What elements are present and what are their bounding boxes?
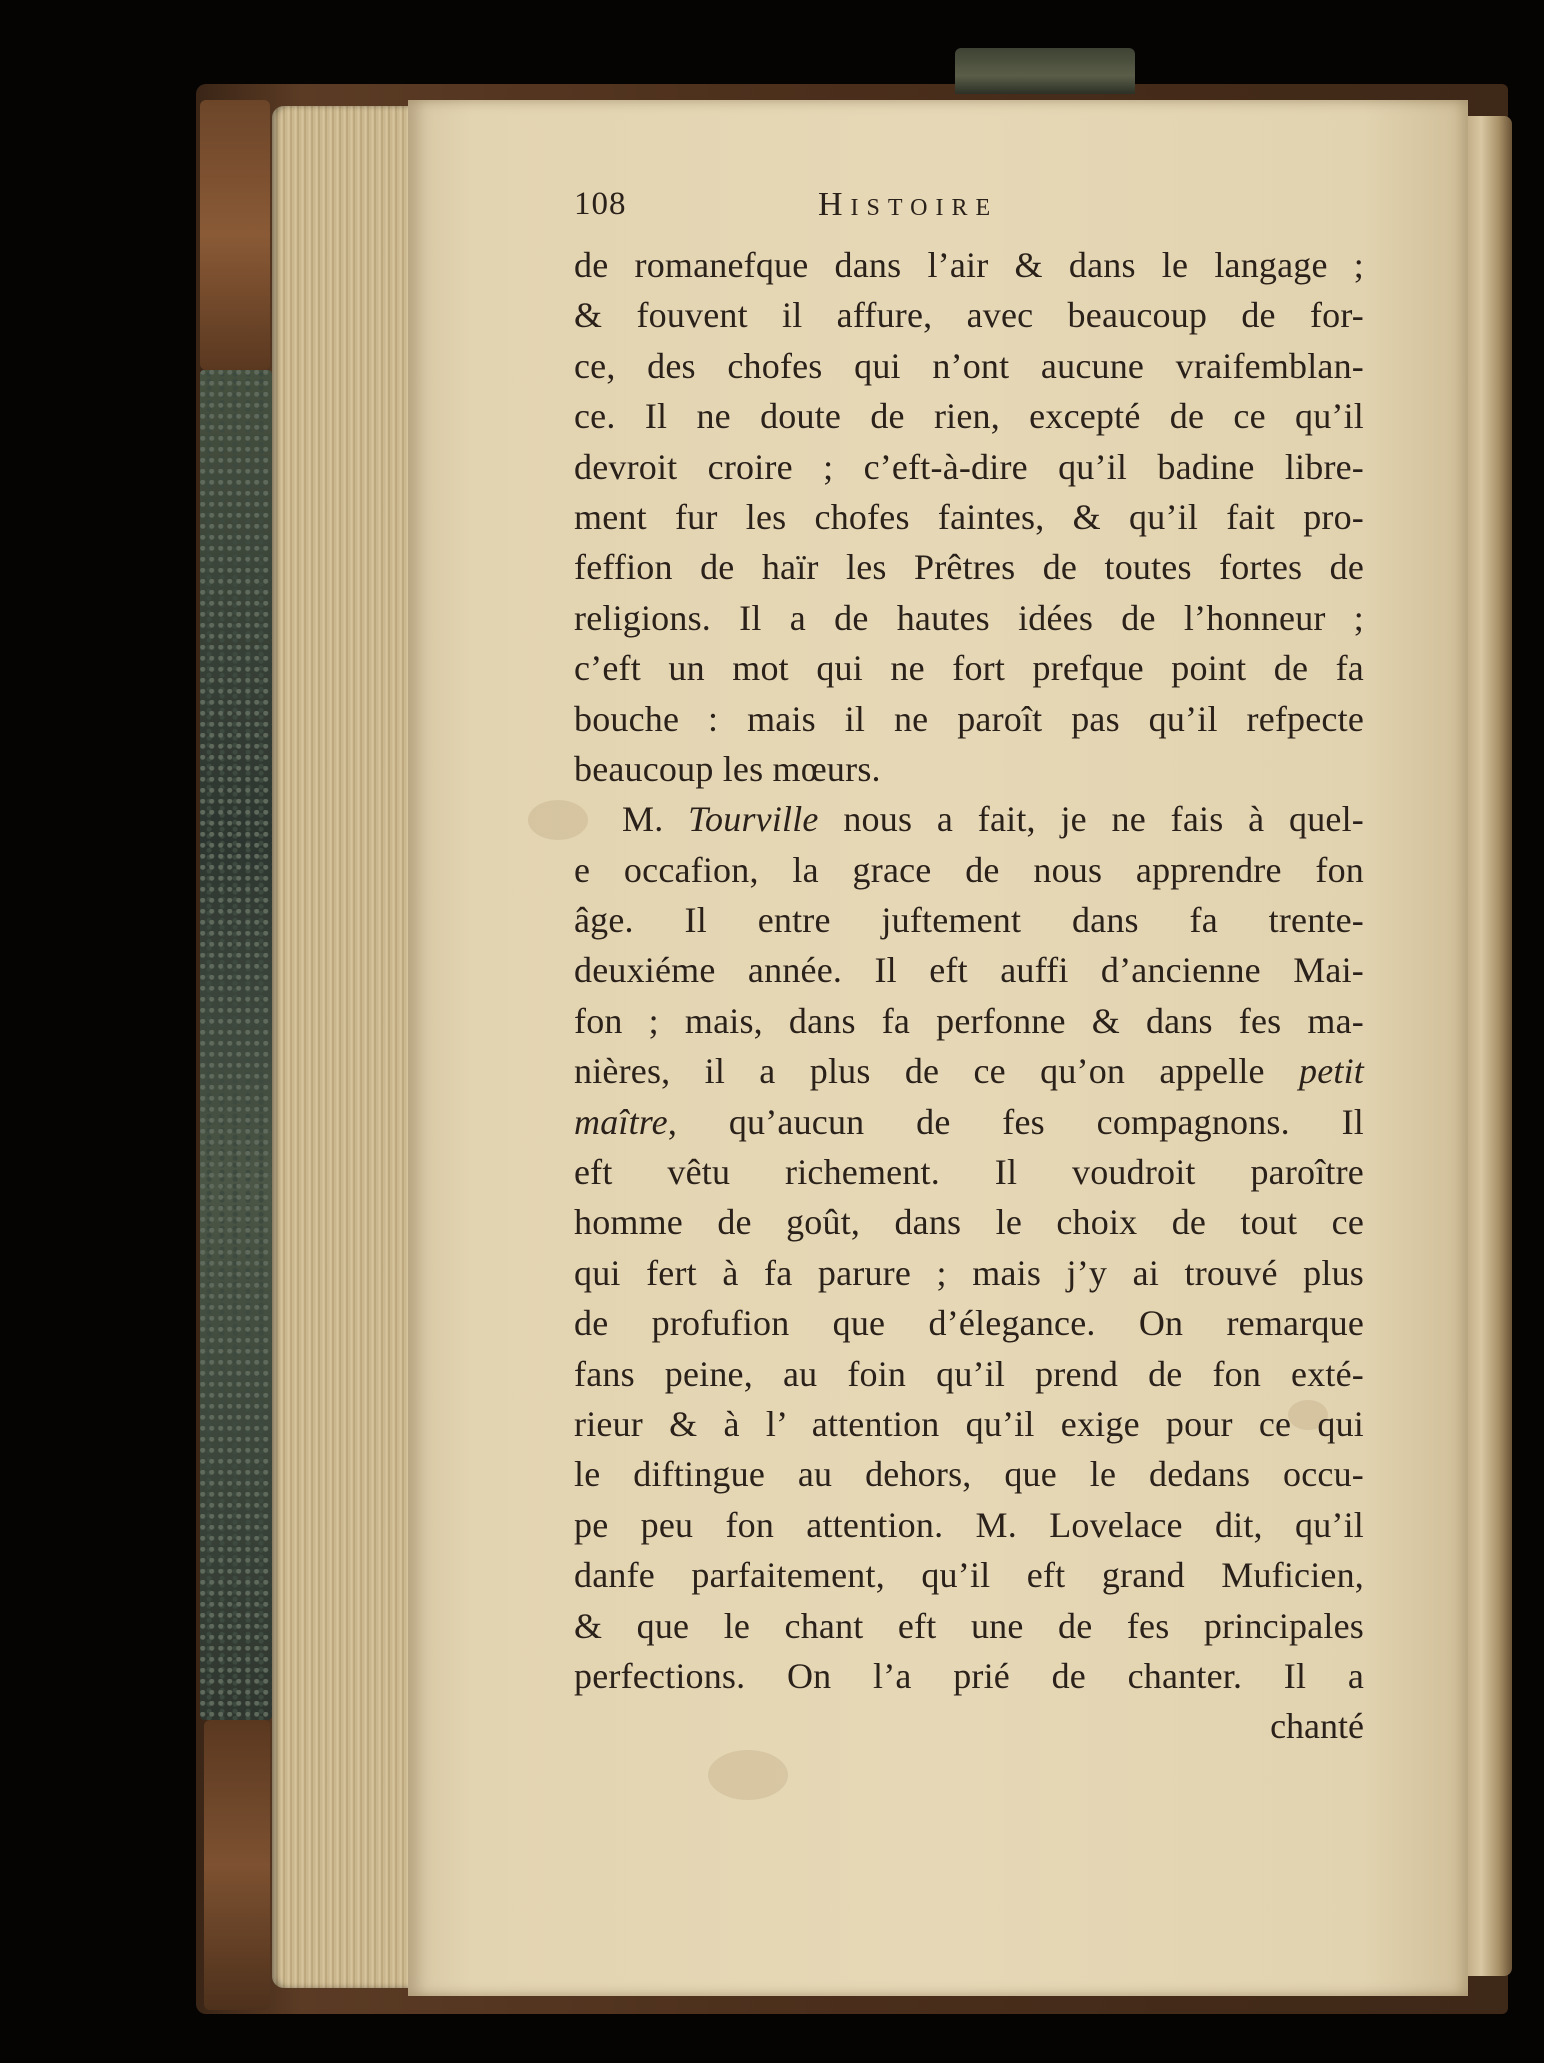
text-line: eft vêtu richement. Il voudroit paroître: [574, 1152, 1364, 1193]
leather-spine-bottom: [204, 1720, 270, 2010]
text-line: beaucoup les mœurs.: [574, 748, 881, 789]
text-line: danfe parfaitement, qu’il eft grand Muficien,: [574, 1555, 1364, 1596]
text-line: de romanefque dans l’air & dans le langage ;: [574, 245, 1364, 285]
running-title: Histoire: [818, 186, 999, 223]
leather-spine-top: [200, 100, 270, 370]
paragraph-2: [574, 845, 1364, 1702]
text-line: de profufion que d’élegance. On remarque: [574, 1303, 1364, 1344]
text-line: feffion de haïr les Prêtres de toutes fortes de: [574, 547, 1364, 588]
facing-page-edge: [1468, 116, 1512, 1976]
text-line: ce, des chofes qui n’ont aucune vraifemblan-: [574, 345, 1364, 386]
text-line: rieur & à l’ attention qu’il exige pour ce qui: [574, 1403, 1364, 1444]
binding-tab: [955, 48, 1135, 94]
text-line: M. Tourville nous a fait, je ne fais à quel-: [622, 799, 1364, 840]
text-line: qui fert à fa parure ; mais j’y ai trouvé plus: [574, 1252, 1364, 1293]
text-line: perfections. On l’a prié de chanter. Il a: [574, 1655, 1364, 1696]
text-line: pe peu fon attention. M. Lovelace dit, qu’il: [574, 1504, 1364, 1545]
text-line: nières, il a plus de ce qu’on appelle petit: [574, 1051, 1364, 1092]
foxing-spot: [708, 1750, 788, 1800]
text-line: c’eft un mot qui ne fort prefque point de fa: [574, 648, 1364, 689]
running-head: [574, 180, 1364, 240]
page-text: [574, 180, 1364, 1752]
catchword: chanté: [1270, 1706, 1364, 1747]
marbled-board: [200, 370, 272, 1720]
text-line: & que le chant eft une de fes principales: [574, 1605, 1364, 1646]
text-line: deuxiéme année. Il eft auffi d’ancienne Mai-: [574, 950, 1364, 991]
text-line: maître, qu’aucun de fes compagnons. Il: [574, 1101, 1364, 1142]
text-line: le diftingue au dehors, que le dedans occu-: [574, 1454, 1364, 1495]
text-line: devroit croire ; c’eft-à-dire qu’il badine libre-: [574, 446, 1364, 487]
text-line: ment fur les chofes faintes, & qu’il fait pro-: [574, 496, 1364, 537]
text-line: e occafion, la grace de nous apprendre fon: [574, 849, 1364, 890]
text-line: bouche : mais il ne paroît pas qu’il refpecte: [574, 698, 1364, 739]
text-line: & fouvent il affure, avec beaucoup de for-: [574, 295, 1364, 336]
text-line: homme de goût, dans le choix de tout ce: [574, 1202, 1364, 1243]
text-line: fon ; mais, dans fa perfonne & dans fes ma-: [574, 1000, 1364, 1041]
text-line: âge. Il entre juftement dans fa trente-: [574, 900, 1364, 941]
text-line: ce. Il ne doute de rien, excepté de ce qu’il: [574, 396, 1364, 437]
character-name: Tourville: [688, 799, 819, 840]
text-line: religions. Il a de hautes idées de l’honneur ;: [574, 597, 1364, 638]
paragraph-1: [574, 240, 1364, 794]
page-edges: [272, 106, 412, 1988]
page-number: 108: [574, 186, 627, 222]
text-line: fans peine, au foin qu’il prend de fon exté-: [574, 1353, 1364, 1394]
